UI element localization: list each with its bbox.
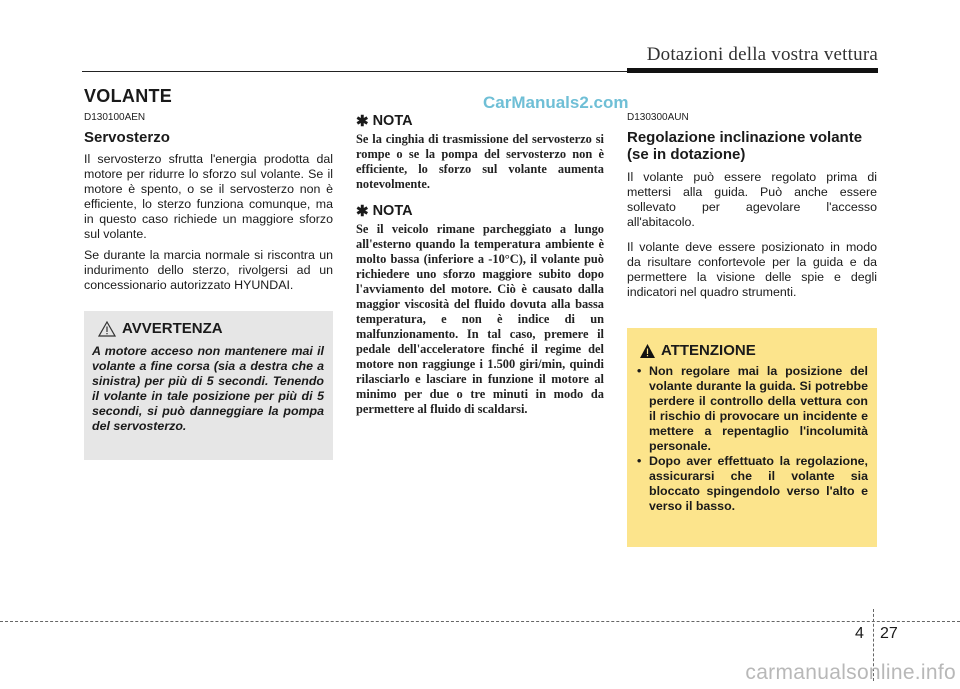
warning-header [98, 320, 223, 337]
note-label: NOTA [372, 203, 413, 219]
note-header [356, 112, 604, 130]
header-rule-accent [627, 68, 878, 73]
body-paragraph: Se durante la marcia normale si riscontra un indurimento dello sterzo, rivolgersi ad un concessionario autorizzato HYUNDAI. [84, 248, 333, 293]
column-middle [356, 112, 604, 427]
warning-triangle-outline-icon [98, 321, 116, 337]
warning-triangle-filled-icon [639, 343, 656, 359]
body-paragraph: Il volante deve essere posizionato in modo da risultare confortevole per la guida e da permettere la visione delle spie e degli indicatori nel quadro strumenti. [627, 239, 877, 299]
warning-label: AVVERTENZA [122, 320, 223, 337]
section-code: D130300AUN [627, 112, 689, 123]
caution-item: • Non regolare mai la posizione del volante durante la guida. Si potrebbe perdere il controllo della vettura con il rischio di provocare un incidente e mettere a repentaglio l'incolumità personale. [636, 364, 868, 454]
caution-box [627, 328, 877, 547]
subsection-heading: Regolazione inclinazione volante (se in dotazione) [627, 129, 863, 164]
star-cross-icon: ✱ [356, 113, 369, 130]
chapter-title: Dotazioni della vostra vettura [646, 44, 878, 65]
warning-text: A motore acceso non mantenere mai il volante a fine corsa (sia a destra che a sinistra) per più di 5 secondi. Tenendo il volante in tale posizione per più di 5 secondi, si può danneggiare la pompa del servosterzo. [92, 344, 324, 433]
note-label: NOTA [372, 113, 413, 129]
chapter-number: 4 [855, 625, 864, 642]
note-text: Se la cinghia di trasmissione del servosterzo si rompe o se la pompa del servosterzo non è efficiente, lo sforzo sul volante aumenta notevolmente. [356, 132, 604, 191]
caution-list [636, 364, 868, 514]
body-paragraph: Il servosterzo sfrutta l'energia prodotta dal motore per ridurre lo sforzo sul volante. Se il motore è spento, o se il servosterzo non è efficiente, lo sterzo funziona comunque, ma in questo caso richiede un maggiore sforzo sul volante. [84, 152, 333, 242]
watermark-text: CarManuals2.com [483, 93, 629, 112]
caution-label: ATTENZIONE [661, 342, 756, 359]
warning-box [84, 311, 333, 460]
footer-rule [0, 621, 960, 622]
caution-item: • Dopo aver effettuato la regolazione, assicurarsi che il volante sia bloccato spingendolo verso l'alto e verso il basso. [636, 454, 868, 514]
body-paragraph: Il volante può essere regolato prima di mettersi alla guida. Può anche essere sollevato per agevolare l'accesso all'abitacolo. [627, 169, 877, 229]
column-left [84, 112, 333, 299]
section-title: VOLANTE [84, 86, 173, 106]
section-code: D130100AEN [84, 112, 146, 123]
page-number: 27 [880, 625, 898, 642]
star-cross-icon: ✱ [356, 203, 369, 220]
caution-header [639, 342, 756, 359]
note-header [356, 202, 604, 220]
note-text: Se il veicolo rimane parcheggiato a lungo all'esterno quando la temperatura ambiente è molto bassa (inferiore a -10°C), il volante può richiedere uno sforzo maggiore subito dopo l'avviamento del motore. Ciò è causato dalla maggior viscosità del fluido dovuta alla bassa temperatura, e non è indice di un malfunzionamento. In tal caso, premere il pedale dell'acceleratore finché il regime del motore non raggiunge i 1.500 giri/min, quindi rilasciarlo e lasciare in funzione il motore al minimo per due o tre minuti in modo da permettere al fluido di scaldarsi. [356, 222, 604, 416]
column-right [627, 112, 877, 306]
subsection-heading: Servosterzo [84, 129, 170, 146]
site-watermark: carmanualsonline.info [745, 661, 956, 684]
